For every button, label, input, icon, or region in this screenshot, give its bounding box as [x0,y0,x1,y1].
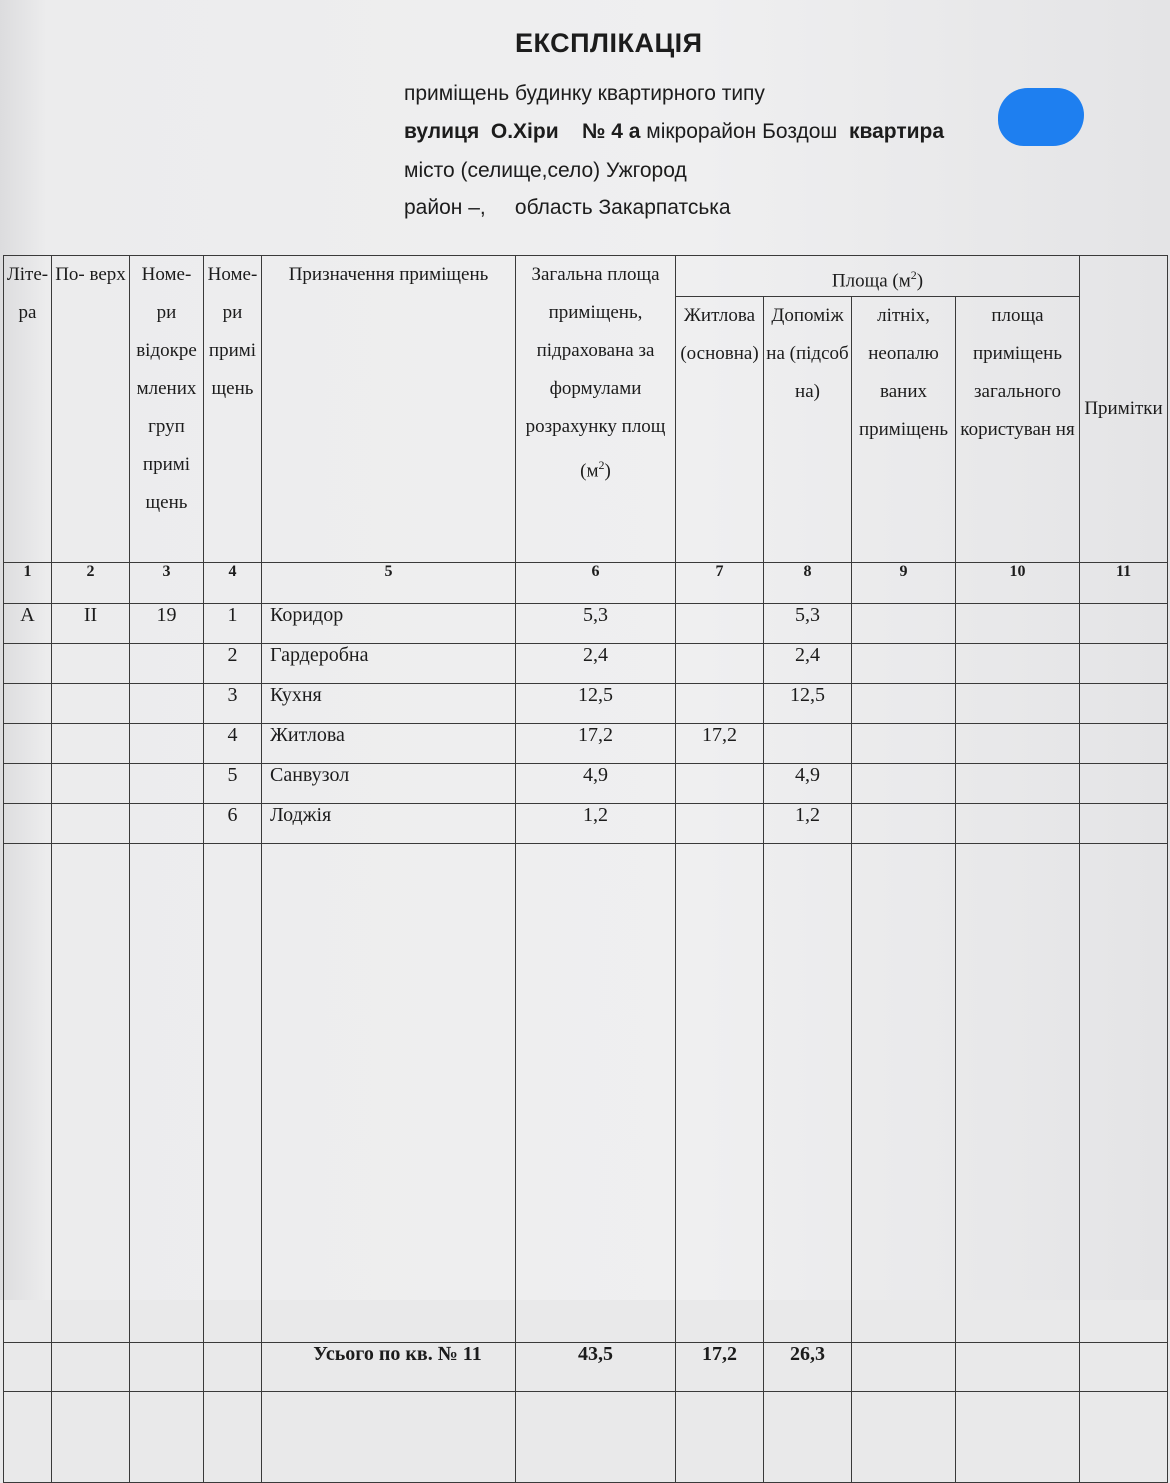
cell-summer-area [852,644,956,684]
cell-notes [1080,604,1168,644]
cell-litera [4,724,52,764]
address-line [404,120,944,144]
header-total-area [516,256,676,563]
cell-notes [1080,684,1168,724]
cell-group [130,644,204,684]
col-number: 7 [676,563,764,604]
cell-room-number: 1 [204,604,262,644]
cell-floor [52,764,130,804]
table-row [4,684,1168,724]
cell-summer-area [852,724,956,764]
area-group-sup: 2 [910,268,917,282]
cell-notes [1080,644,1168,684]
total-living-sum: 17,2 [676,1343,764,1392]
cell-common-area [956,604,1080,644]
cell-group [130,684,204,724]
cell-living-area [676,644,764,684]
cell-room-number: 3 [204,684,262,724]
cell-aux-area: 2,4 [764,644,852,684]
cell-floor [52,644,130,684]
bottom-filler-row [4,1392,1168,1483]
cell-total-area: 2,4 [516,644,676,684]
col-number: 1 [4,563,52,604]
total-label: Усього по кв. № 11 [262,1343,516,1392]
empty-filler-row [4,844,1168,1343]
apartment-label: квартира [848,120,945,143]
col-number: 8 [764,563,852,604]
cell-litera: А [4,604,52,644]
header-notes: Примітки [1080,256,1168,563]
header-total-area-text: Загальна площа приміщень, підрахована за формулами розрахунку площ (м [525,264,666,482]
cell-room-name: Лоджія [262,804,516,844]
cell-summer-area [852,764,956,804]
cell-living-area [676,604,764,644]
col-number: 10 [956,563,1080,604]
cell-group: 19 [130,604,204,644]
cell-room-name: Санвузол [262,764,516,804]
district-text: мікрорайон Боздош [646,120,838,143]
cell-common-area [956,764,1080,804]
header-living: Житлова (основна) [676,297,764,563]
col-number: 3 [130,563,204,604]
cell-litera [4,764,52,804]
header-summer: літніх, неопалю ваних приміщень [852,297,956,563]
cell-floor [52,724,130,764]
column-number-row [4,563,1168,604]
header-floor: По- верх [52,256,130,563]
table-row [4,724,1168,764]
house-number: № 4 а [581,120,641,143]
cell-notes [1080,724,1168,764]
col-number: 6 [516,563,676,604]
cell-living-area [676,764,764,804]
oblast-text: область Закарпатська [514,196,731,219]
cell-notes [1080,804,1168,844]
cell-litera [4,684,52,724]
header-auxiliary: Допоміж на (підсоб на) [764,297,852,563]
document-header [0,0,1170,250]
region-label: район –, [404,196,486,219]
cell-common-area [956,644,1080,684]
cell-total-area: 17,2 [516,724,676,764]
cell-common-area [956,804,1080,844]
table-row [4,804,1168,844]
col-number: 11 [1080,563,1168,604]
cell-total-area: 4,9 [516,764,676,804]
street-prefix: вулиця [404,120,480,143]
cell-common-area [956,724,1080,764]
header-litera: Літе- ра [4,256,52,563]
table-row [4,644,1168,684]
cell-room-name: Коридор [262,604,516,644]
header-common: площа приміщень загального користуван ня [956,297,1080,563]
cell-living-area: 17,2 [676,724,764,764]
cell-group [130,804,204,844]
cell-aux-area: 5,3 [764,604,852,644]
col-number: 2 [52,563,130,604]
cell-total-area: 1,2 [516,804,676,844]
region-line [404,196,731,220]
header-group-numbers: Номе- ри відокре млених груп примі щень [130,256,204,563]
cell-room-number: 5 [204,764,262,804]
cell-group [130,724,204,764]
cell-total-area: 12,5 [516,684,676,724]
cell-room-number: 4 [204,724,262,764]
cell-room-name: Кухня [262,684,516,724]
cell-aux-area: 1,2 [764,804,852,844]
cell-total-area: 5,3 [516,604,676,644]
cell-summer-area [852,804,956,844]
cell-aux-area [764,724,852,764]
table-row [4,604,1168,644]
header-row [4,256,1168,297]
explication-table [3,255,1168,1483]
subtitle-line: приміщень будинку квартирного типу [404,82,765,105]
col-number: 4 [204,563,262,604]
cell-aux-area: 4,9 [764,764,852,804]
cell-room-number: 2 [204,644,262,684]
table-row [4,764,1168,804]
cell-notes [1080,764,1168,804]
cell-litera [4,644,52,684]
area-group-close: ) [916,270,924,292]
total-row [4,1343,1168,1392]
header-total-area-close: ) [604,460,611,482]
header-area-group [676,256,1080,297]
cell-floor: ІІ [52,604,130,644]
area-group-title: Площа (м [831,270,911,292]
cell-room-name: Житлова [262,724,516,764]
cell-litera [4,804,52,844]
cell-living-area [676,684,764,724]
cell-summer-area [852,604,956,644]
total-aux-sum: 26,3 [764,1343,852,1392]
cell-room-number: 6 [204,804,262,844]
street-name: О.Хіри [490,120,559,143]
redaction-mark [998,88,1084,146]
cell-floor [52,804,130,844]
col-number: 9 [852,563,956,604]
document-title: ЕКСПЛІКАЦІЯ [515,28,703,58]
total-area-sum: 43,5 [516,1343,676,1392]
col-number: 5 [262,563,516,604]
city-line: місто (селище,село) Ужгород [404,159,687,182]
header-room-numbers: Номе- ри примі щень [204,256,262,563]
header-purpose: Призначення приміщень [262,256,516,563]
cell-common-area [956,684,1080,724]
cell-room-name: Гардеробна [262,644,516,684]
cell-summer-area [852,684,956,724]
cell-living-area [676,804,764,844]
cell-floor [52,684,130,724]
header-total-area-sup: 2 [598,458,605,472]
cell-group [130,764,204,804]
cell-aux-area: 12,5 [764,684,852,724]
